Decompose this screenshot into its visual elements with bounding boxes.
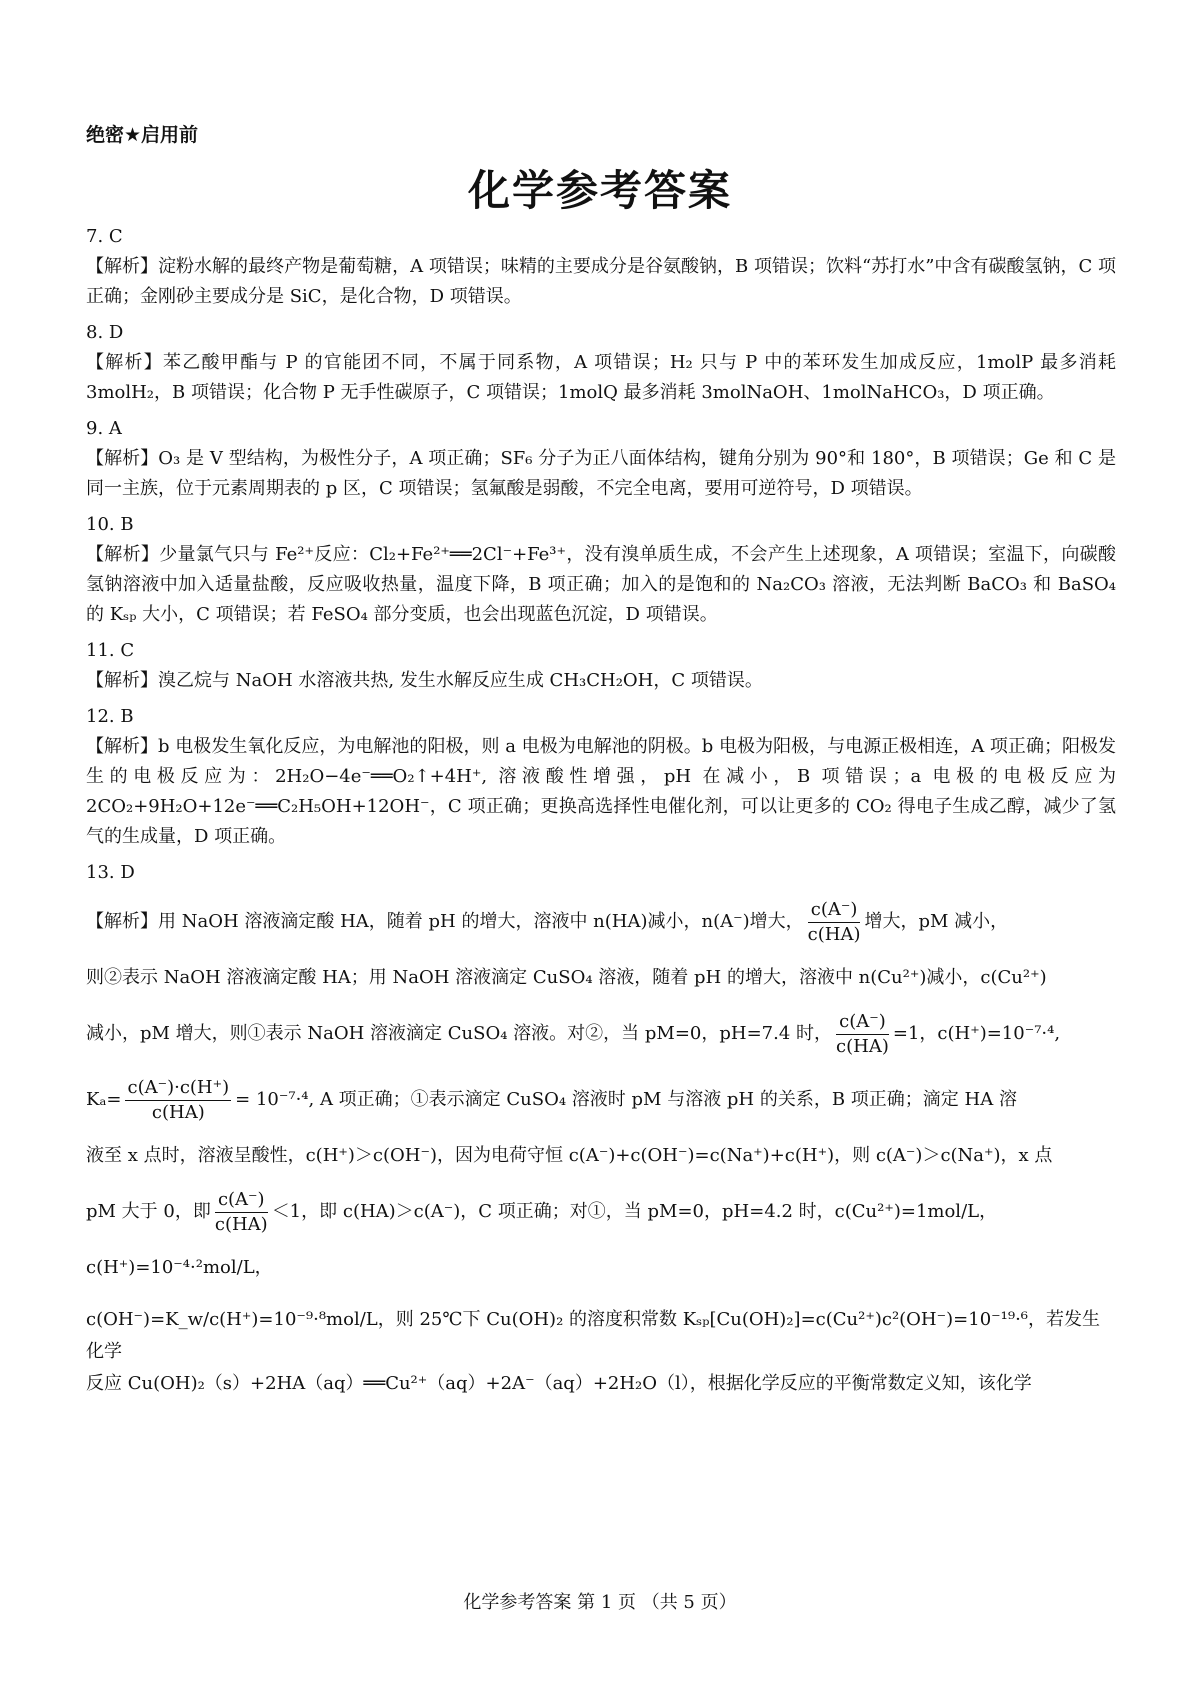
page-title: 化学参考答案: [467, 166, 732, 215]
fraction-a-over-ha: $\frac{c(A^-)}{c(HA)}$: [836, 1010, 889, 1057]
confidential-label: 绝密★启用前: [86, 124, 199, 146]
question-number: 8. D: [86, 322, 124, 343]
question-analysis: 【解析】b 电极发生氧化反应，为电解池的阳极，则 a 电极为电解池的阴极。b 电极为阳极，与电源正极相连，A 项正确；阳极发生的电极反应为：2H₂O−4e⁻══O₂↑+4H⁺, 溶液酸性增强，pH 在减小，B 项错误；a 电极的电极反应为 2CO₂+9H₂O+12e⁻══C₂H₅OH+12OH⁻，C 项正确；更换高选择性电催化剂，可以让更多的 CO₂ 得电子生成乙醇，减少了氢气的生成量，D 项正确。: [86, 736, 1116, 847]
fraction-a-over-ha: $\frac{c(A^-)}{c(HA)}$: [807, 898, 861, 945]
q13-line-3: 减小，pM 增大，则①表示 NaOH 溶液滴定 CuSO₄ 溶液。对②，当 pM=0，pH=7.4 时， $\frac{c(A^-)}{c(HA)}$ =1，c(H⁺)=10⁻⁷·⁴,: [86, 1010, 1061, 1057]
page-footer: 化学参考答案 第 1 页 （共 5 页）: [463, 1592, 737, 1613]
q13-line-8: 反应 Cu(OH)₂（s）+2HA（aq）══Cu²⁺（aq）+2A⁻（aq）+2H₂O（l），根据化学反应的平衡常数定义知，该化学: [86, 1373, 1032, 1394]
question-analysis: 【解析】O₃ 是 V 型结构，为极性分子，A 项正确；SF₆ 分子为正八面体结构，键角分别为 90°和 180°，B 项错误；Ge 和 C 是同一主族，位于元素周期表的 p 区，C 项错误；氢氟酸是弱酸，不完全电离，要用可逆符号，D 项错误。: [86, 448, 1116, 499]
fraction-ka: $\frac{c(A^-)\cdot c(H^+)}{c(HA)}$: [127, 1076, 230, 1123]
question-number: 12. B: [86, 706, 134, 727]
fraction-a-over-ha: $\frac{c(A^-)}{c(HA)}$: [214, 1188, 268, 1235]
question-analysis: 【解析】淀粉水解的最终产物是葡萄糖，A 项错误；味精的主要成分是谷氨酸钠，B 项错误；饮料“苏打水”中含有碳酸氢钠，C 项正确；金刚砂主要成分是 SiC，是化合物，D 项错误。: [86, 256, 1116, 307]
q13-line-1: 【解析】用 NaOH 溶液滴定酸 HA，随着 pH 的增大，溶液中 n(HA)减小，n(A⁻)增大， $\frac{c(A^-)}{c(HA)}$ 增大，pM 减小，: [86, 898, 1009, 945]
q13-line-2: 则②表示 NaOH 溶液滴定酸 HA；用 NaOH 溶液滴定 CuSO₄ 溶液，随着 pH 的增大，溶液中 n(Cu²⁺)减小，c(Cu²⁺): [86, 967, 1047, 988]
question-analysis: 【解析】苯乙酸甲酯与 P 的官能团不同，不属于同系物，A 项错误；H₂ 只与 P 中的苯环发生加成反应，1molP 最多消耗 3molH₂，B 项错误；化合物 P 无手性碳原子，C 项错误；1molQ 最多消耗 3molNaOH、1molNaHCO₃，D 项正确。: [86, 352, 1116, 403]
q13-line-5: 液至 x 点时，溶液呈酸性，c(H⁺)＞c(OH⁻)，因为电荷守恒 c(A⁻)+c(OH⁻)=c(Na⁺)+c(H⁺)，则 c(A⁻)＞c(Na⁺)，x 点: [86, 1145, 1053, 1166]
question-analysis: 【解析】少量氯气只与 Fe²⁺反应：Cl₂+Fe²⁺══2Cl⁻+Fe³⁺，没有溴单质生成，不会产生上述现象，A 项错误；室温下，向碳酸氢钠溶液中加入适量盐酸，反应吸收热量，温度下降，B 项正确；加入的是饱和的 Na₂CO₃ 溶液，无法判断 BaCO₃ 和 BaSO₄ 的 Kₛₚ 大小，C 项错误；若 FeSO₄ 部分变质，也会出现蓝色沉淀，D 项错误。: [86, 544, 1116, 625]
q13-line-7: c(OH⁻)=K_w/c(H⁺)=10⁻⁹·⁸mol/L，则 25℃下 Cu(OH)₂ 的溶度积常数 Kₛₚ[Cu(OH)₂]=c(Cu²⁺)c²(OH⁻)=10⁻¹⁹·⁶，若发生化学: [86, 1309, 1101, 1362]
answer-body: [86, 222, 1116, 1400]
question-number: 10. B: [86, 514, 134, 535]
q13-line-4: Kₐ= $\frac{c(A^-)\cdot c(H^+)}{c(HA)}$ = 10⁻⁷·⁴, A 项正确；①表示滴定 CuSO₄ 溶液时 pM 与溶液 pH 的关系，B 项正确；滴定 HA 溶: [86, 1076, 1017, 1123]
question-analysis: 【解析】溴乙烷与 NaOH 水溶液共热, 发生水解反应生成 CH₃CH₂OH，C 项错误。: [86, 670, 763, 691]
question-number: 11. C: [86, 640, 135, 661]
question-number: 9. A: [86, 418, 122, 439]
q13-line-6: pM 大于 0，即 $\frac{c(A^-)}{c(HA)}$ ＜1，即 c(HA)＞c(A⁻)，C 项正确；对①，当 pM=0，pH=4.2 时，c(Cu²⁺)=1mol/L，c(H⁺)=10⁻⁴·²mol/L，: [86, 1188, 998, 1278]
question-number: 7. C: [86, 226, 123, 247]
question-number: 13. D: [86, 862, 135, 883]
